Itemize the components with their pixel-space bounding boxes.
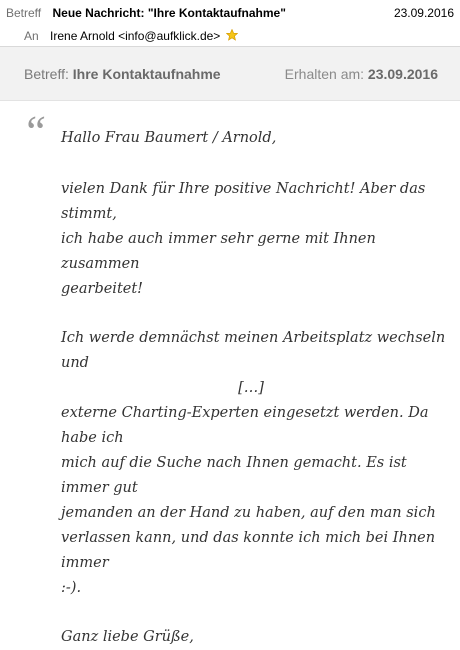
recipient-row xyxy=(24,29,238,43)
para1-line2: ich habe auch immer sehr gerne mit Ihnen zusammen xyxy=(61,231,376,272)
to-label: An xyxy=(24,29,39,43)
para2-line2: externe Charting-Experten eingesetzt werden. Da habe ich xyxy=(61,405,429,446)
meta-received xyxy=(285,66,438,82)
star-icon[interactable] xyxy=(226,29,238,41)
meta-subject-label: Betreff: xyxy=(24,66,69,82)
subject-row xyxy=(6,6,454,20)
para2-line5: verlassen kann, und das konnte ich mich bei Ihnen immer xyxy=(61,530,436,571)
message-meta-bar xyxy=(0,47,460,101)
meta-subject xyxy=(24,66,221,82)
message-body xyxy=(61,126,455,650)
meta-received-label: Erhalten am: xyxy=(284,66,365,82)
quote-mark-icon: “ xyxy=(22,107,47,156)
meta-received-date: 23.09.2016 xyxy=(367,66,438,82)
closing: Ganz liebe Grüße, xyxy=(61,629,194,645)
para2-line6: :-). xyxy=(61,580,82,596)
meta-subject-value: Ihre Kontaktaufnahme xyxy=(72,66,221,82)
subject-label: Betreff xyxy=(6,6,42,20)
greeting: Hallo Frau Baumert / Arnold, xyxy=(61,130,277,146)
para2-line1: Ich werde demnächst meinen Arbeitsplatz wechseln und xyxy=(61,330,446,371)
para2-line3: mich auf die Suche nach Ihnen gemacht. Es ist immer gut xyxy=(61,455,407,496)
email-header xyxy=(0,0,460,47)
sender-address[interactable]: Irene Arnold <info@aufklick.de> xyxy=(50,29,221,43)
para2-line4: jemanden an der Hand zu haben, auf den man sich xyxy=(61,505,436,521)
omission-ellipsis: […] xyxy=(238,380,264,396)
email-date: 23.09.2016 xyxy=(393,6,454,20)
para1-line1: vielen Dank für Ihre positive Nachricht! Aber das stimmt, xyxy=(61,181,426,222)
email-subject: Neue Nachricht: "Ihre Kontaktaufnahme" xyxy=(52,6,286,20)
para1-line3: gearbeitet! xyxy=(61,281,144,297)
